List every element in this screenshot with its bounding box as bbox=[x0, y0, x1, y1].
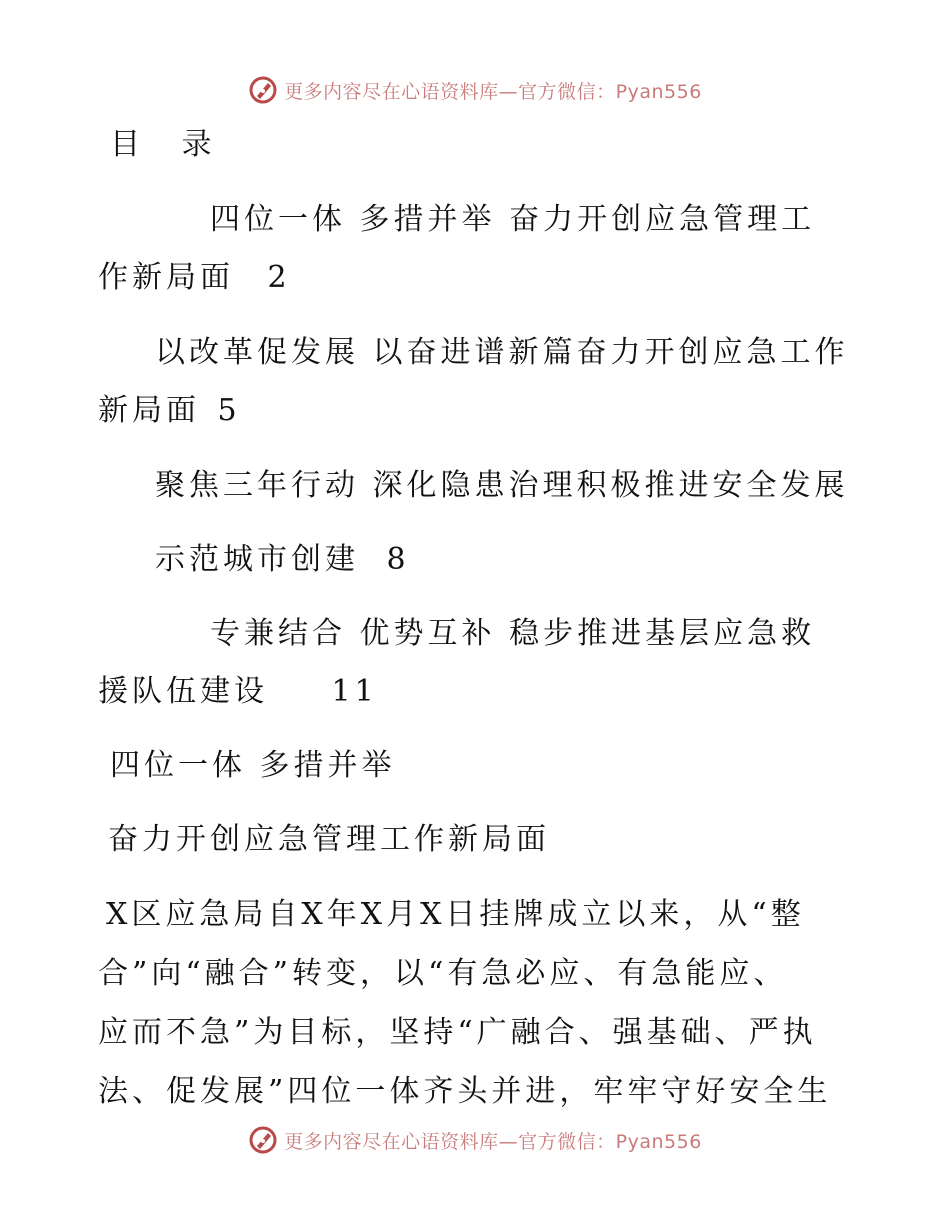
toc-entry-4-line2 bbox=[98, 672, 378, 712]
article-body-line: X区应急局自X年X月X日挂牌成立以来，从“整 bbox=[106, 897, 805, 932]
toc-page-number: 2 bbox=[267, 260, 291, 295]
watermark-banner-top bbox=[0, 70, 950, 110]
fountain-pen-seal-icon bbox=[248, 75, 278, 105]
toc-entry-1-line2 bbox=[98, 258, 291, 298]
toc-page-number: 5 bbox=[217, 393, 241, 428]
toc-entry-2-line1: 以改革促发展 以奋进谱新篇奋力开创应急工作 bbox=[155, 335, 849, 370]
fountain-pen-seal-icon bbox=[248, 1125, 278, 1155]
watermark-text: 更多内容尽在心语资料库—官方微信：Pyan556 bbox=[284, 80, 702, 103]
article-body-line: 合”向“融合”转变，以“有急必应、有急能应、 bbox=[98, 956, 788, 991]
toc-heading: 目 录 bbox=[110, 127, 228, 162]
article-body-line: 法、促发展”四位一体齐头并进，牢牢守好安全生 bbox=[98, 1074, 832, 1109]
toc-page-number: 11 bbox=[331, 674, 378, 709]
article-body-line: 应而不急”为目标，坚持“广融合、强基础、严执 bbox=[98, 1015, 817, 1050]
toc-entry-2-line2 bbox=[98, 391, 241, 431]
article-title-line2: 奋力开创应急管理工作新局面 bbox=[108, 822, 550, 857]
article-title-line1: 四位一体 多措并举 bbox=[110, 748, 396, 783]
toc-entry-title-cont: 示范城市创建 bbox=[155, 542, 359, 577]
watermark-banner-bottom bbox=[0, 1120, 950, 1160]
toc-entry-title-cont: 新局面 bbox=[98, 393, 200, 428]
toc-entry-4-line1: 专兼结合 优势互补 稳步推进基层应急救 bbox=[210, 616, 816, 651]
toc-entry-3-line1: 聚焦三年行动 深化隐患治理积极推进安全发展 bbox=[155, 468, 849, 503]
toc-entry-title-cont: 援队伍建设 bbox=[98, 674, 268, 709]
watermark-text: 更多内容尽在心语资料库—官方微信：Pyan556 bbox=[284, 1130, 702, 1153]
toc-entry-3-line2 bbox=[155, 540, 410, 580]
toc-entry-title-cont: 作新局面 bbox=[98, 260, 234, 295]
toc-page-number: 8 bbox=[386, 542, 410, 577]
toc-entry-1-line1: 四位一体 多措并举 奋力开创应急管理工 bbox=[210, 202, 816, 237]
